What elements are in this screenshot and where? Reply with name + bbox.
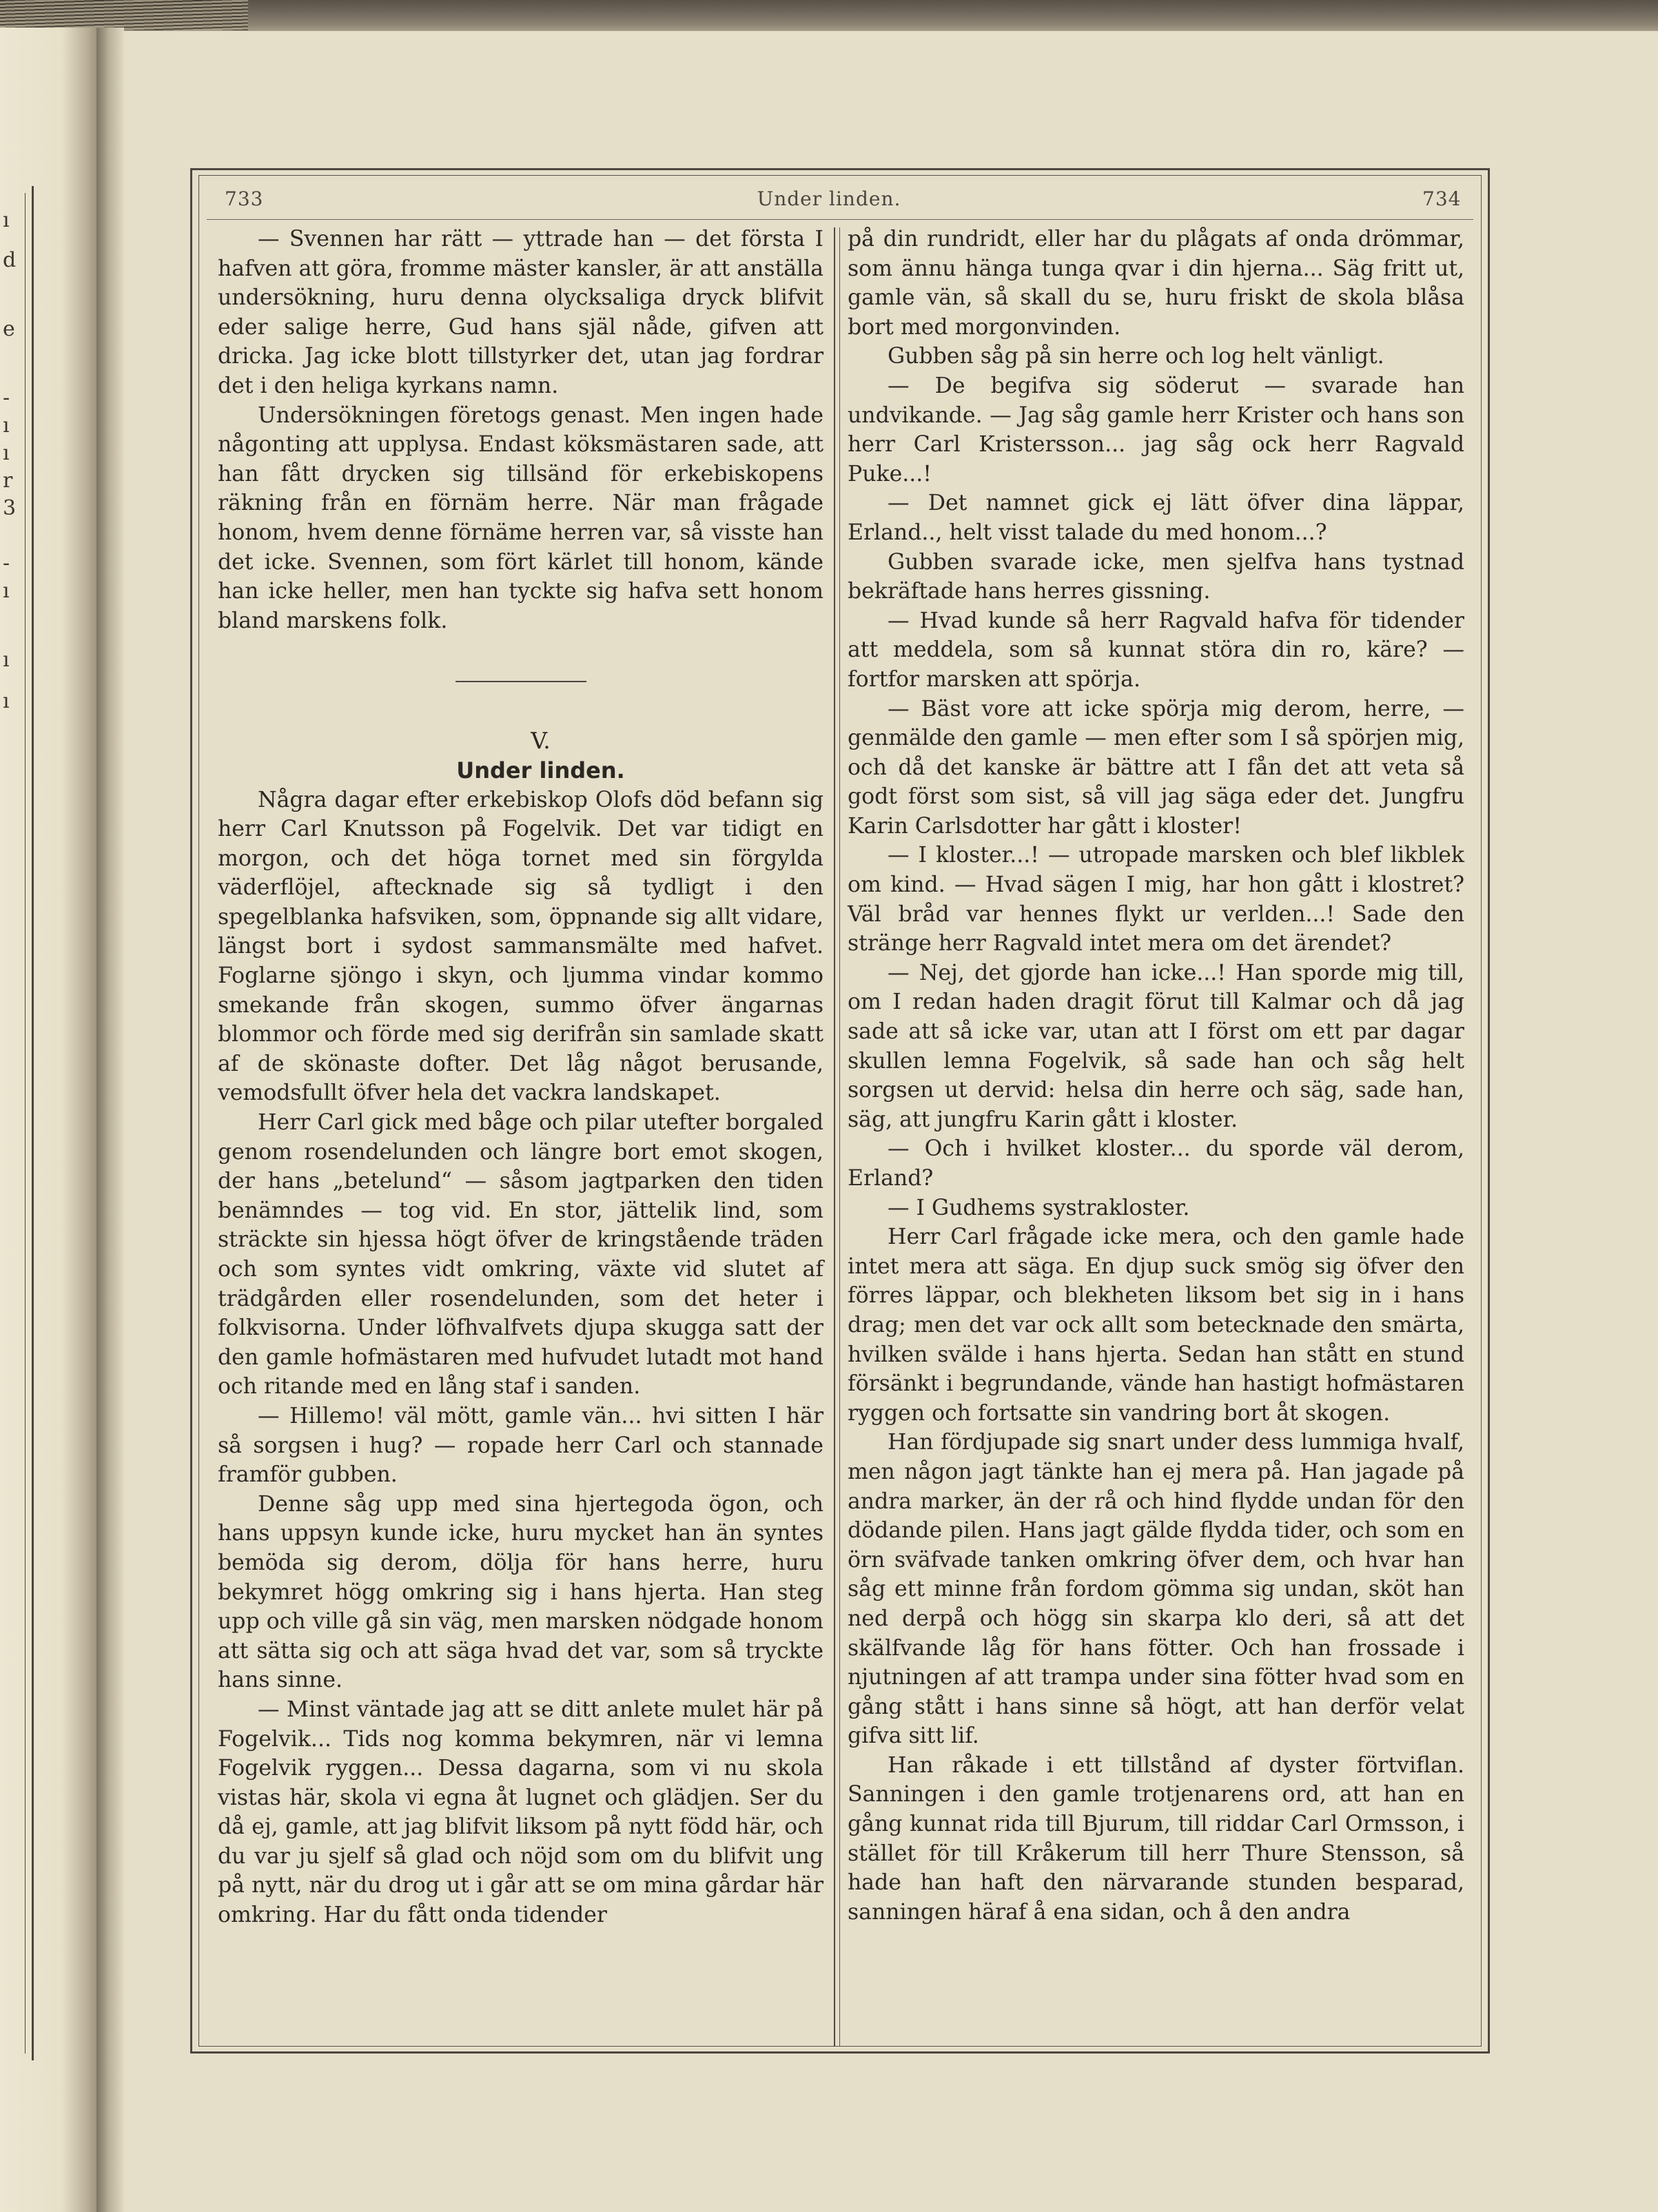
chapter-number: V. [531, 727, 551, 755]
left-page-fragment: ı [3, 579, 10, 603]
left-page-fragment: d [3, 248, 17, 272]
column-divider [834, 227, 835, 2047]
paragraph: Undersökningen företogs genast. Men ingen hade någonting att upplysa. Endast köksmästaren sade, att han fått drycken sig tillsänd för erkebiskopens räkning från en förnäm herre. När man frågade honom, hvem denne förnäme herren var, så visste han det icke. Svennen, som fört kärlet till honom, kände han icke heller, men han tyckte sig hafva sett honom bland marskens folk. [218, 402, 823, 633]
chapter-title: Under linden. [456, 757, 625, 784]
section-separator [456, 681, 586, 682]
paragraph: på din rundridt, eller har du plågats af onda drömmar, som ännu hänga tunga qvar i din hjerna... Säg fritt ut, gamle vän, så skall du se, huru friskt de skola blåsa bort med morgonvinden. [848, 227, 1464, 340]
left-page-fragment: ı [3, 208, 10, 232]
paragraph: — I Gudhems systrakloster. [888, 1195, 1190, 1220]
paragraph: — Hillemo! väl mött, gamle vän... hvi sitten I här så sorgsen i hug? — ropade herr Carl och stannade framför gubben. [218, 1403, 823, 1488]
paragraph: Några dagar efter erkebiskop Olofs död befann sig herr Carl Knutsson på Fogelvik. Det var tidigt en morgon, och det höga tornet med sin förgylda väderflöjel, aftecknade sig så tydligt i den spegelblanka hafsviken, som, öppnande sig allt vidare, längst bort i sydost sammansmälte med hafvet. Foglarne sjöngo i skyn, och ljumma vindar kommo smekande från skogen, summo öfver ängarnas blommor och förde med sig derifrån sin samlade skatt af de skönaste dofter. Det låg något berusande, vemodsfullt öfver hela det vackra landskapet. [218, 787, 823, 1106]
header-rule [207, 219, 1473, 220]
left-page-fragment: ı [3, 441, 10, 465]
paragraph: Gubben svarade icke, men sjelfva hans tystnad bekräftade hans herres gissning. [848, 549, 1464, 604]
paragraph: — Bäst vore att icke spörja mig derom, herre, — genmälde den gamle — men efter som I så spörjen mig, och då det kanske är bättre att I fån det att veta så godt först som sist, så vill jag säga eder det. Jungfru Karin Carlsdotter har gått i kloster! [848, 696, 1464, 839]
left-page-fragment: ı [3, 689, 10, 713]
paragraph: Gubben såg på sin herre och log helt vänligt. [888, 344, 1384, 369]
book-gutter-shadow [96, 28, 124, 2212]
paragraph: — Och i hvilket kloster... du sporde väl derom, Erland? [848, 1136, 1464, 1191]
left-page-fragment: e [3, 317, 15, 341]
left-page-fragment: ı [3, 648, 10, 672]
paragraph: — Minst väntade jag att se ditt anlete mulet här på Fogelvik... Tids nog komma bekymren, när vi lemna Fogelvik ryggen... Dessa dagarna, som vi nu skola vistas här, skola vi egna åt lugnet och glädjen. Ser du då ej, gamle, att jag blifvit liksom på nytt född här, och du var ju sjelf så glad och nöjd som om du blifvit ung på nytt, när du drog ut i går att se om mina gårdar här omkring. Har du fått onda tidender [218, 1697, 823, 1928]
page-number-left: 733 [225, 187, 264, 210]
previous-page-strip [0, 28, 103, 2212]
paragraph: Han råkade i ett tillstånd af dyster förtviflan. Sanningen i den gamle trotjenarens ord, att han en gång kunnat rida till Bjurum, till riddar Carl Ormsson, i stället för till Kråkerum till herr Thure Stensson, så hade han haft den närvarande stunden besparad, sanningen häraf å ena sidan, och å den andra [848, 1752, 1464, 1925]
paragraph: — Nej, det gjorde han icke...! Han sporde mig till, om I redan haden dragit förut till Kalmar och då jag sade att så icke var, utan att I först om ett par dagar skullen lemna Fogelvik, så sade han och såg helt sorgsen ut dervid: helsa din herre och säg, sade han, säg, att jungfru Karin gått i kloster. [848, 960, 1464, 1132]
paragraph: — Svennen har rätt — yttrade han — det första I hafven att göra, fromme mäster kansler, är att anställa undersökning, huru denna olycksaliga dryck blifvit eder salige herre, Gud hans själ nåde, gifven att dricka. Jag icke blott tillstyrker det, utan jag fordrar det i den heliga kyrkans namn. [218, 227, 823, 398]
right-column [848, 225, 1464, 1927]
page-number-right: 734 [1422, 187, 1462, 210]
left-page-fragment: 3 [3, 496, 17, 520]
stacked-page-edges [0, 0, 248, 30]
paragraph: — De begifva sig söderut — svarade han undvikande. — Jag såg gamle herr Krister och hans son herr Carl Kristersson... jag såg ock herr Ragvald Puke...! [848, 373, 1464, 487]
paragraph: Herr Carl gick med båge och pilar utefter borgaled genom rosendelunden och längre bort emot skogen, der hans „betelund“ — såsom jagtparken den tiden benämndes — tog vid. En stor, jättelik lind, som sträckte sin hjessa högt öfver de kringstående träden och som syntes vidt omkring, växte vid slutet af trädgården eller rosendelunden, som det heter i folkvisorna. Under löfhvalfvets djupa skugga satt der den gamle hofmästaren med hufvudet lutadt mot hand och ritande med en lång staf i sanden. [218, 1110, 823, 1400]
left-page-fragment: - [3, 551, 10, 575]
paragraph: — Hvad kunde så herr Ragvald hafva för tidender att meddela, som så kunnat störa din ro, käre? — fortfor marsken att spörja. [848, 608, 1464, 692]
running-title: Under linden. [757, 187, 901, 210]
left-column [218, 225, 823, 1930]
left-page-fragment: - [3, 386, 10, 410]
paragraph: Han fördjupade sig snart under dess lummiga hvalf, men någon jagt tänkte han ej mera på. Han jagade på andra marker, än der rå och hind flydde undan för den dödande pilen. Hans jagt gälde flydda tider, och som en örn sväfvade tanken omkring öfver dem, och hvar han såg ett minne från fordom gömma sig undan, sköt han ned derpå och högg sin skarpa klo deri, så att det skälfvande låg för hans fötter. Och han frossade i njutningen af att trampa under sina fötter hvad som en gång stått i hans sinne så högt, att han derför velat gifva sitt lif. [848, 1430, 1464, 1749]
paragraph: — Det namnet gick ej lätt öfver dina läppar, Erland.., helt visst talade du med honom...? [848, 491, 1464, 545]
left-page-fragment: ı [3, 413, 10, 438]
column-divider-thin [839, 227, 840, 2047]
paragraph: Herr Carl frågade icke mera, och den gamle hade intet mera att säga. En djup suck smög sig öfver den förres läppar, och blekheten liksom bet sig in i hans drag; men det var ock allt som betecknade den smärta, hvilken svälde i hans hjerta. Sedan han stått en stund försänkt i begrundande, vände han hastigt hofmästaren ryggen och fortsatte sin vandring bort åt skogen. [848, 1225, 1464, 1426]
left-page-fragment: r [3, 469, 13, 493]
paragraph: — I kloster...! — utropade marsken och blef likblek om kind. — Hvad sägen I mig, har hon gått i klostret? Väl bråd var hennes flykt ur verlden...! Sade den stränge herr Ragvald intet mera om det ärendet? [848, 843, 1464, 956]
paragraph: Denne såg upp med sina hjertegoda ögon, och hans uppsyn kunde icke, huru mycket han än syntes bemöda sig derom, dölja för hans herre, huru bekymret högg omkring sig i hans hjerta. Han steg upp och ville gå sin väg, men marsken nödgade honom att sätta sig och att säga hvad det var, som så tryckte hans sinne. [218, 1491, 823, 1693]
